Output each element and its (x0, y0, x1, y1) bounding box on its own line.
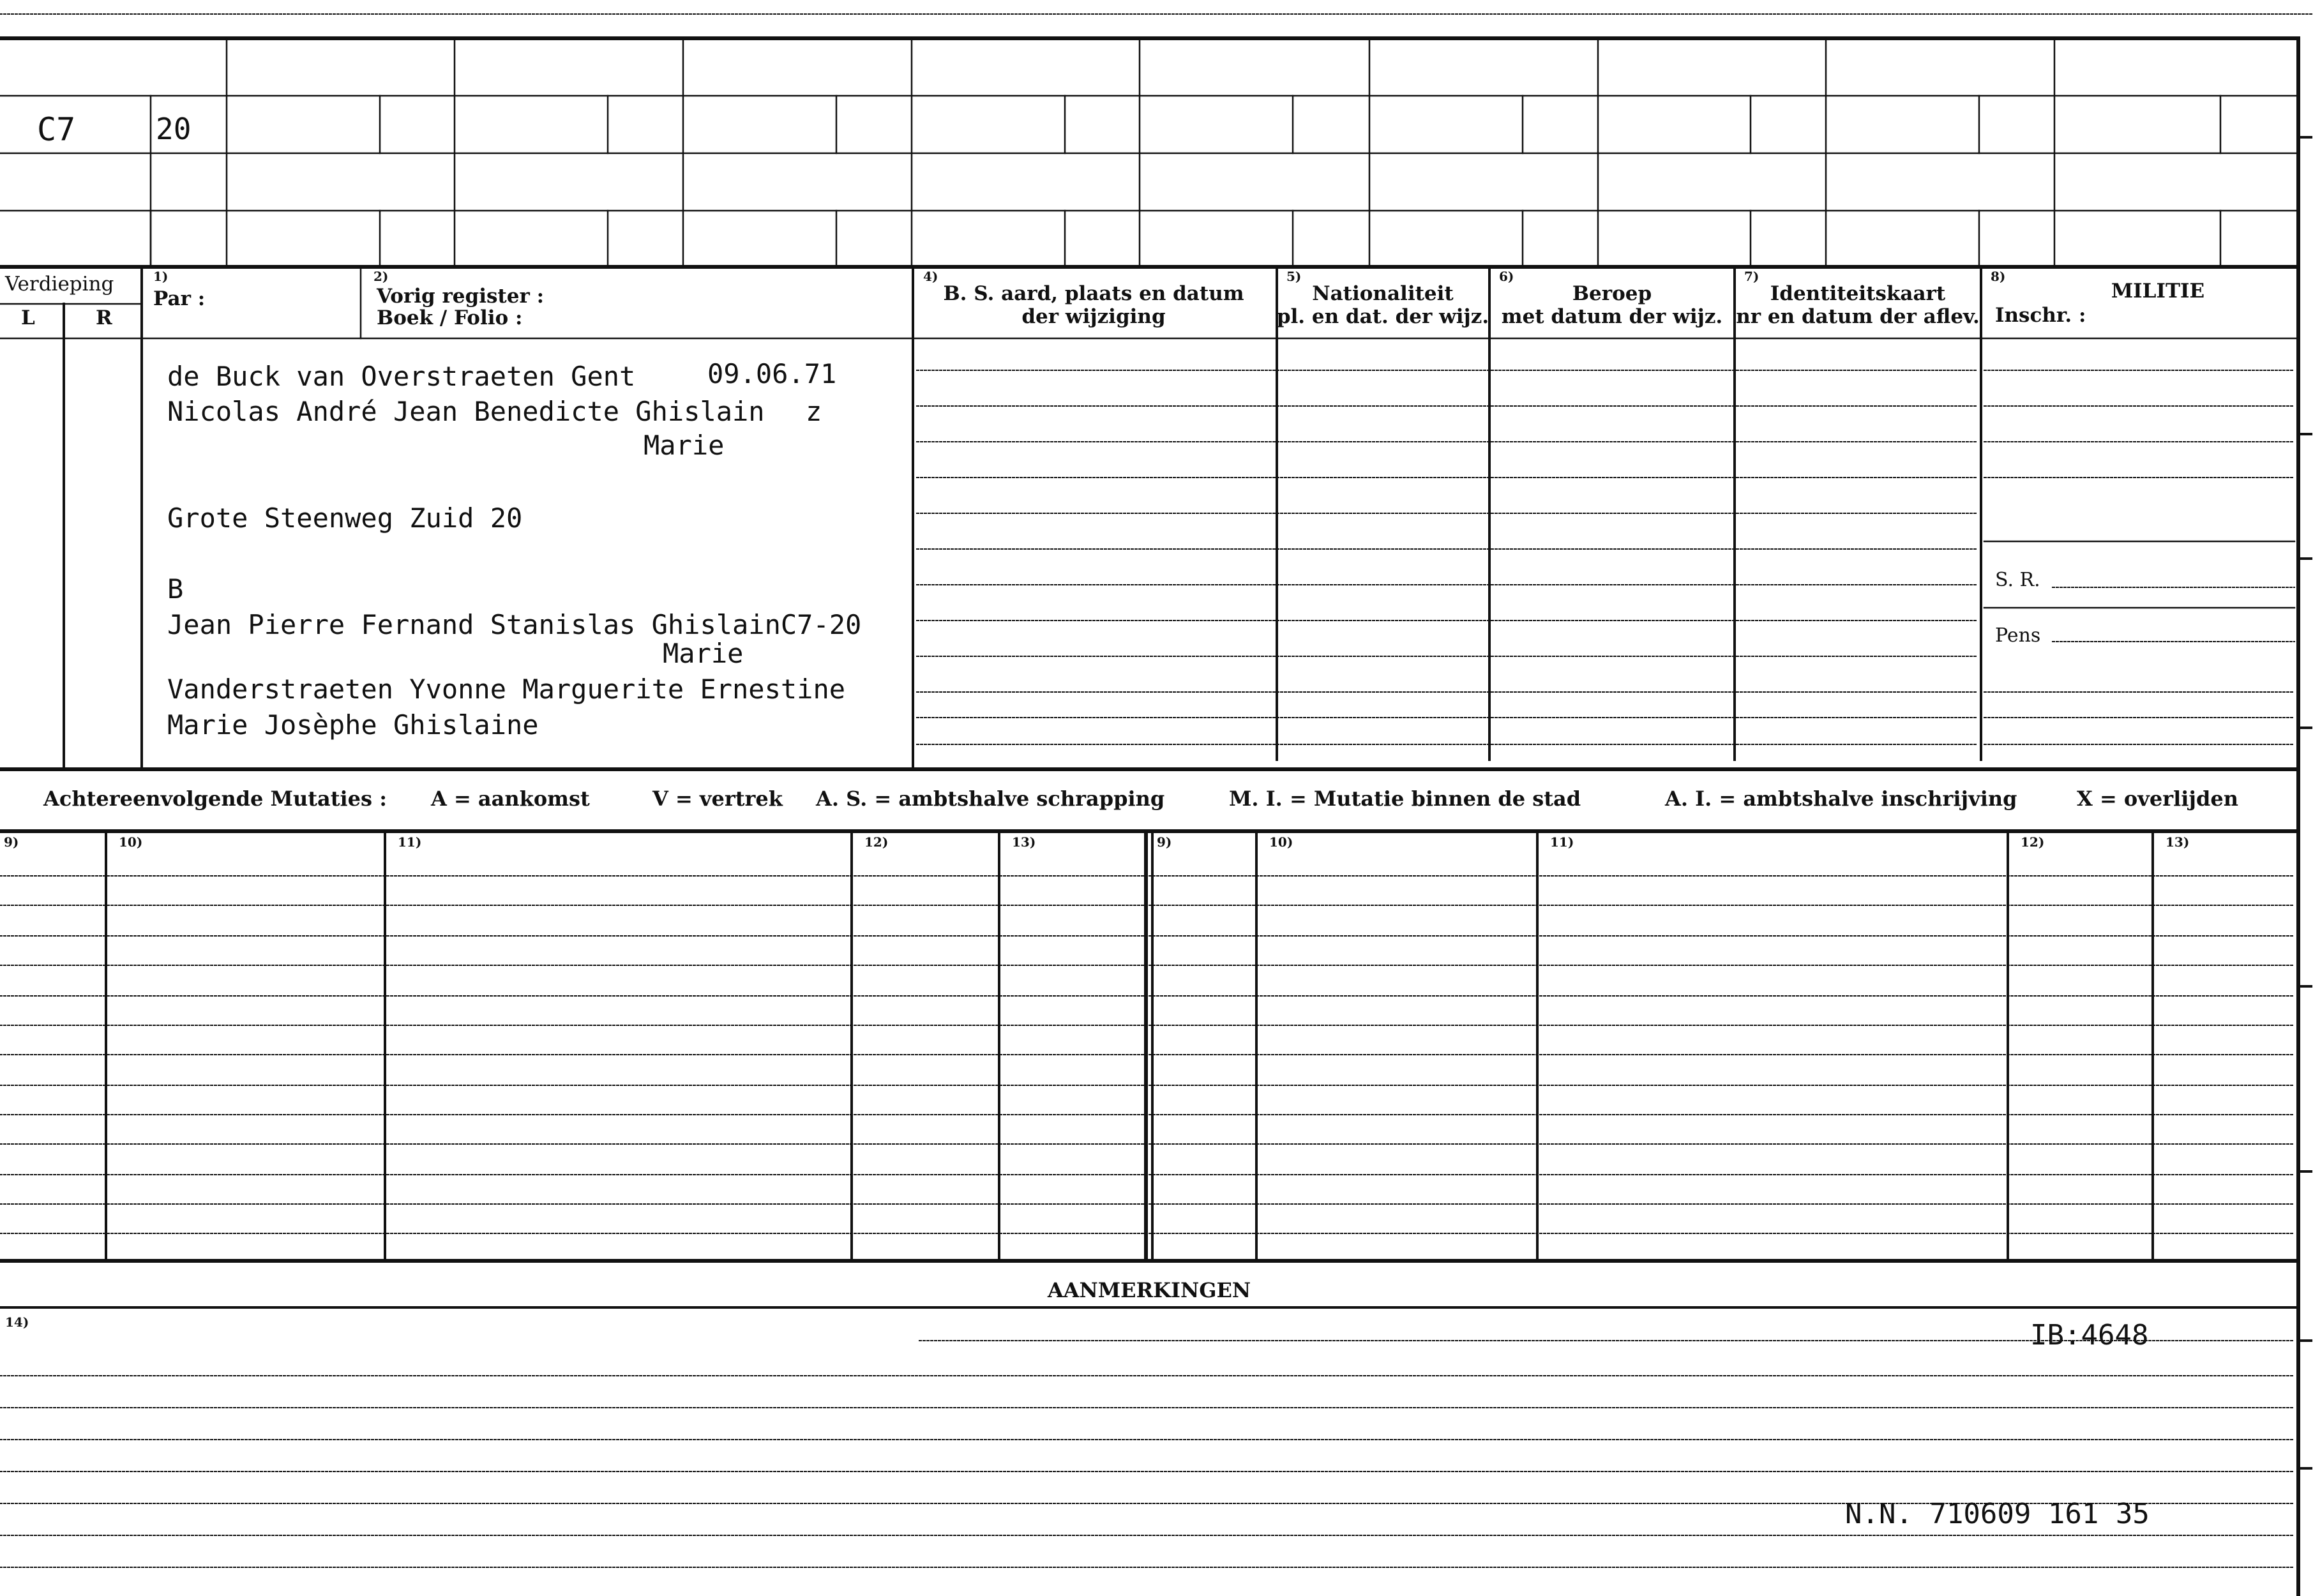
remarks-national-number: N.N. 710609 161 35 (1845, 1498, 2150, 1530)
mutation-arrival: A = aankomst (431, 787, 590, 811)
mutation-col-num: 13) (2166, 834, 2190, 850)
remarks-num: 14) (5, 1314, 29, 1330)
col-militia: MILITIE (2111, 280, 2205, 303)
col-num: 1) (153, 269, 169, 284)
col-num: 7) (1744, 269, 1759, 284)
record-mark: z (806, 396, 822, 427)
col-civil-status: B. S. aard, plaats en datum (943, 282, 1244, 305)
mutation-columns (106, 831, 2153, 1261)
record-father: Jean Pierre Fernand Stanislas GhislainC7-20 (167, 609, 862, 640)
card-number: 20 (156, 112, 192, 146)
col-num: 4) (923, 269, 938, 284)
militia-sr: S. R. (1995, 569, 2040, 591)
mutation-col-num: 11) (398, 834, 422, 850)
record-letter: B (167, 573, 184, 605)
mutation-death: X = overlijden (2077, 787, 2238, 811)
col-book-folio: Boek / Folio : (377, 306, 523, 329)
col-id-card: Identiteitskaart (1770, 282, 1946, 305)
col-num: 5) (1286, 269, 1302, 284)
remarks-title: AANMERKINGEN (1047, 1278, 1251, 1302)
col-id-card-2: nr en datum der aflev. (1736, 305, 1980, 328)
record-name-line: de Buck van Overstraeten Gent (167, 361, 636, 392)
col-num: 6) (1499, 269, 1514, 284)
mutation-col-num: 11) (1550, 834, 1574, 850)
col-civil-status-2: der wijziging (1021, 305, 1166, 328)
mutation-departure: V = vertrek (652, 787, 783, 811)
mutation-col-num: 12) (2021, 834, 2045, 850)
mutation-col-num: 9) (1157, 834, 1172, 850)
col-profession: Beroep (1572, 282, 1652, 305)
floor-title: Verdieping (5, 273, 114, 296)
record-address: Grote Steenweg Zuid 20 (167, 502, 523, 534)
mutation-struck-off: A. S. = ambtshalve schrapping (816, 787, 1165, 811)
col-num: 2) (373, 269, 389, 284)
record-given-names-cont: Marie (644, 430, 725, 461)
col-nationality-2: pl. en dat. der wijz. (1276, 305, 1489, 328)
section-code: C7 (37, 111, 76, 148)
militia-pens: Pens (1995, 624, 2041, 647)
remarks-ib-number: IB:4648 (2030, 1319, 2149, 1351)
col-prev-register: Vorig register : (377, 285, 545, 308)
record-mother-cont: Marie Josèphe Ghislaine (167, 709, 539, 741)
mutation-col-num: 12) (864, 834, 889, 850)
mutation-col-num: 10) (119, 834, 143, 850)
record-given-names: Nicolas André Jean Benedicte Ghislain (167, 396, 765, 427)
col-militia-inschr: Inschr. : (1995, 304, 2086, 327)
record-dotted-rows (917, 370, 2294, 744)
record-father-cont: Marie (663, 638, 744, 669)
mutation-col-num: 9) (4, 834, 19, 850)
col-num: 8) (1991, 269, 2006, 284)
col-profession-2: met datum der wijz. (1501, 305, 1723, 328)
mutation-internal-move: M. I. = Mutatie binnen de stad (1229, 787, 1581, 811)
floor-left: L (21, 306, 35, 329)
col-par: Par : (153, 287, 206, 310)
mutations-title: Achtereenvolgende Mutaties : (43, 787, 387, 811)
remarks-dotted-rows (0, 1341, 2294, 1567)
mutation-registration: A. I. = ambtshalve inschrijving (1665, 787, 2017, 811)
floor-right: R (96, 306, 112, 329)
mutation-col-num: 13) (1012, 834, 1036, 850)
record-mother: Vanderstraeten Yvonne Marguerite Ernestine (167, 674, 846, 705)
col-nationality: Nationaliteit (1312, 282, 1454, 305)
record-date: 09.06.71 (707, 358, 837, 389)
mutation-col-num: 10) (1269, 834, 1293, 850)
